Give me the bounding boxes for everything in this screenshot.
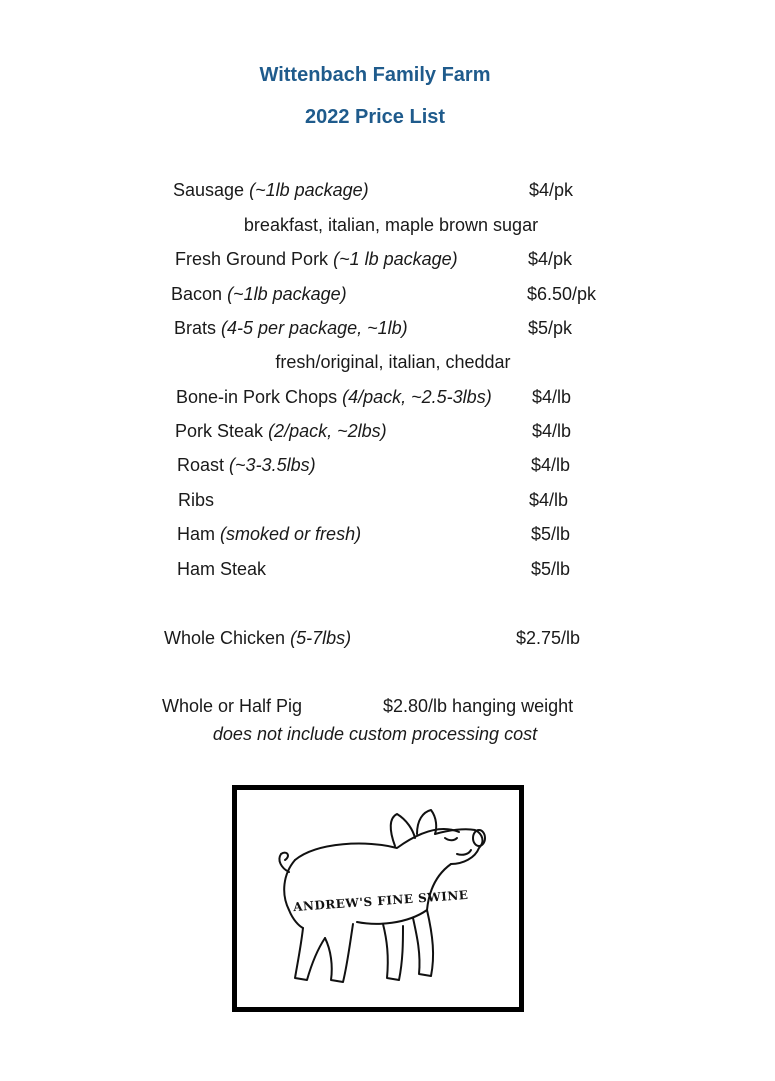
price-ham: $5/lb xyxy=(531,524,571,544)
item-name: Whole or Half Pig xyxy=(162,696,303,716)
item-detail: (smoked or fresh) xyxy=(220,524,362,544)
item-name: Bacon xyxy=(171,284,223,304)
item-name: Bone-in Pork Chops xyxy=(176,387,338,407)
item-name: Ham Steak xyxy=(177,559,267,579)
pig-processing-note: does not include custom processing cost xyxy=(212,724,538,744)
item-bacon xyxy=(171,283,347,305)
price-bacon: $6.50/pk xyxy=(527,284,597,304)
price-list-title: 2022 Price List xyxy=(304,106,446,128)
price-pork-steak: $4/lb xyxy=(532,421,572,441)
item-name: Sausage xyxy=(173,180,245,200)
logo-text: ANDREW'S FINE SWINE xyxy=(292,887,469,915)
farm-name-title: Wittenbach Family Farm xyxy=(259,64,491,86)
item-whole-or-half-pig xyxy=(162,695,302,717)
brats-flavors: fresh/original, italian, cheddar xyxy=(275,352,511,372)
item-name: Ham xyxy=(177,524,216,544)
item-detail: (2/pack, ~2lbs) xyxy=(268,421,387,441)
item-detail: (4-5 per package, ~1lb) xyxy=(221,318,408,338)
item-detail: (~3-3.5lbs) xyxy=(229,455,316,475)
price-whole-chicken: $2.75/lb xyxy=(516,628,581,648)
item-ham xyxy=(177,523,361,545)
item-fresh-ground-pork xyxy=(175,248,458,270)
price-brats: $5/pk xyxy=(528,318,573,338)
item-bone-in-pork-chops xyxy=(176,386,492,408)
item-name: Ribs xyxy=(178,490,215,510)
price-fresh-ground-pork: $4/pk xyxy=(528,249,573,269)
price-ham-steak: $5/lb xyxy=(531,559,571,579)
item-brats xyxy=(174,317,408,339)
item-detail: (5-7lbs) xyxy=(290,628,352,648)
item-sausage xyxy=(173,179,369,201)
sausage-flavors: breakfast, italian, maple brown sugar xyxy=(243,215,539,235)
item-name: Pork Steak xyxy=(175,421,264,441)
andrews-fine-swine-logo xyxy=(232,785,524,1012)
item-detail: (~1lb package) xyxy=(227,284,347,304)
item-detail: (~1 lb package) xyxy=(333,249,458,269)
price-whole-or-half-pig: $2.80/lb hanging weight xyxy=(383,696,574,716)
item-whole-chicken xyxy=(164,627,351,649)
price-ribs: $4/lb xyxy=(529,490,569,510)
item-roast xyxy=(177,454,316,476)
item-name: Brats xyxy=(174,318,217,338)
price-sausage: $4/pk xyxy=(529,180,574,200)
item-detail: (4/pack, ~2.5-3lbs) xyxy=(342,387,492,407)
item-name: Roast xyxy=(177,455,225,475)
item-pork-steak xyxy=(175,420,387,442)
item-detail: (~1lb package) xyxy=(249,180,369,200)
item-name: Whole Chicken xyxy=(164,628,286,648)
price-bone-in-pork-chops: $4/lb xyxy=(532,387,572,407)
item-name: Fresh Ground Pork xyxy=(175,249,329,269)
item-ribs xyxy=(178,489,214,511)
item-ham-steak xyxy=(177,558,266,580)
price-roast: $4/lb xyxy=(531,455,571,475)
